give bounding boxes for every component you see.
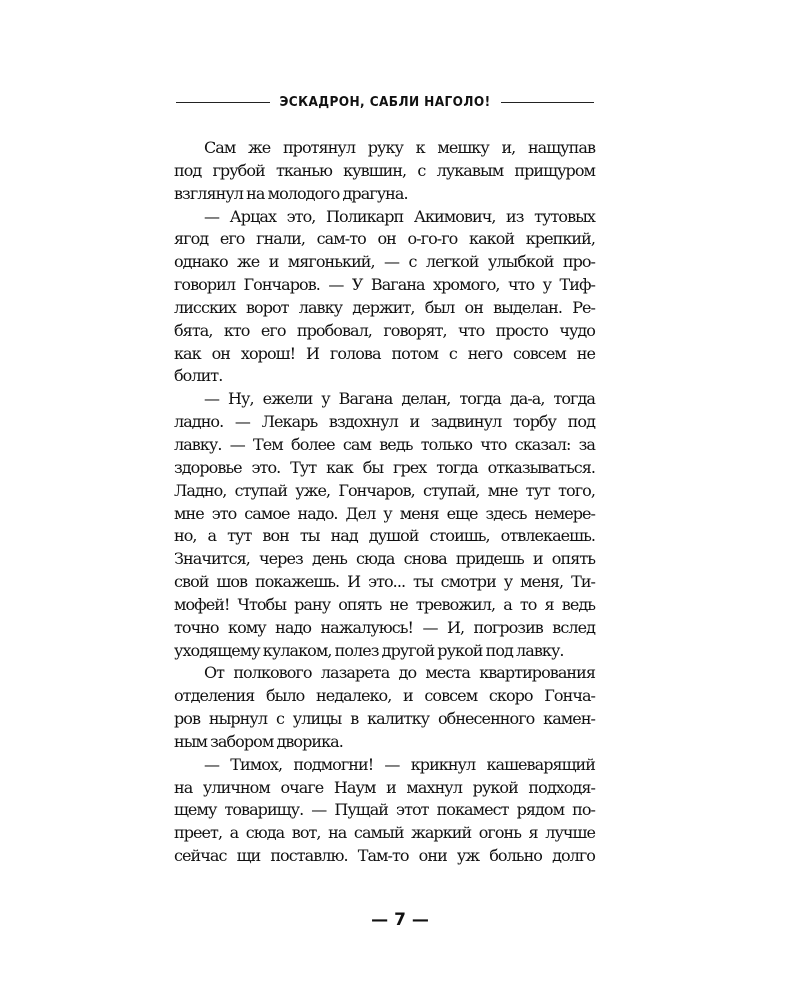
header-rule-left <box>176 102 270 103</box>
text-line: на уличном очаге Наум и махнул рукой подходя- <box>174 777 595 797</box>
text-line: ным забором дворика. <box>174 731 343 751</box>
text-line: сейчас щи поставлю. Там-то они уж больно долго <box>174 846 595 866</box>
text-line: но, а тут вон ты над душой стоишь, отвлекаешь. <box>174 526 595 546</box>
text-line: уходящему кулаком, полез другой рукой под лавку. <box>174 640 564 660</box>
text-line: болит. <box>174 366 223 386</box>
header-title: ЭСКАДРОН, САБЛИ НАГОЛО! <box>279 94 491 110</box>
text-line: щему товарищу. — Пущай этот покамест рядом по- <box>174 800 595 820</box>
text-line: лисских ворот лавку держит, был он выделан. Ре- <box>174 297 595 317</box>
text-line: точно кому надо нажалуюсь! — И, погрозив вслед <box>174 617 595 637</box>
text-line: здоровье это. Тут как бы грех тогда отказываться. <box>174 457 595 477</box>
text-line: ладно. — Лекарь вздохнул и задвинул торбу под <box>174 412 595 432</box>
text-line: ров нырнул с улицы в калитку обнесенного камен- <box>174 709 595 729</box>
paragraph <box>174 754 595 868</box>
text-line: под грубой тканью кувшин, с лукавым прищуром <box>174 160 595 180</box>
body-text <box>174 137 595 868</box>
paragraph <box>174 662 595 753</box>
page-number: — 7 — <box>371 910 429 930</box>
text-line: преет, а сюда вот, на самый жаркий огонь я лучше <box>174 823 595 843</box>
text-line: отделения было недалеко, и совсем скоро Гонча- <box>174 686 595 706</box>
text-line: бята, кто его пробовал, говорят, что просто чудо <box>174 320 595 340</box>
text-line: мне это самое надо. Дел у меня еще здесь немере- <box>174 503 595 523</box>
running-header <box>176 92 594 112</box>
text-line: — Ну, ежели у Вагана делан, тогда да-а, тогда <box>204 389 595 409</box>
text-line: взглянул на молодого драгуна. <box>174 183 408 203</box>
header-rule-right <box>501 102 595 103</box>
text-line: лавку. — Тем более сам ведь только что сказал: за <box>174 434 595 454</box>
text-line: мофей! Чтобы рану опять не тревожил, а то я ведь <box>174 594 595 614</box>
text-line: как он хорош! И голова потом с него совсем не <box>174 343 595 363</box>
paragraph <box>174 206 595 389</box>
text-line: говорил Гончаров. — У Вагана хромого, что у Тиф- <box>174 275 595 295</box>
text-line: Значится, через день сюда снова придешь и опять <box>174 549 595 569</box>
text-line: ягод его гнали, сам-то он о-го-го какой крепкий, <box>174 229 595 249</box>
text-line: Ладно, ступай уже, Гончаров, ступай, мне тут того, <box>174 480 595 500</box>
text-line: — Арцах это, Поликарп Акимович, из тутовых <box>204 206 595 226</box>
text-line: Сам же протянул руку к мешку и, нащупав <box>204 138 595 157</box>
paragraph <box>174 137 595 206</box>
text-line: От полкового лазарета до места квартирования <box>204 663 595 683</box>
text-line: свой шов покажешь. И это... ты смотри у меня, Ти- <box>174 572 595 592</box>
paragraph <box>174 388 595 662</box>
text-line: — Тимох, подмогни! — крикнул кашеварящий <box>204 754 595 774</box>
text-line: однако же и мягонький, — с легкой улыбкой про- <box>174 252 595 272</box>
